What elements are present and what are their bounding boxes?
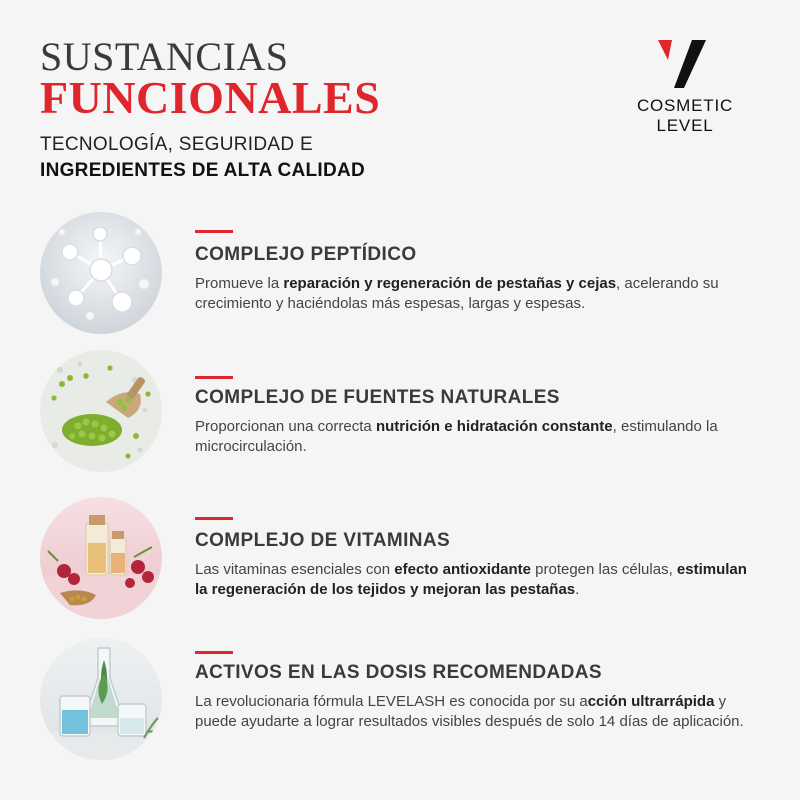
ingredient-item-natural [0, 350, 800, 480]
description-bold-segment: reparación y regeneración de pestañas y cejas [283, 275, 617, 292]
accent-line [195, 517, 233, 520]
description-segment: . [575, 581, 580, 598]
title-line-2: FUNCIONALES [40, 72, 381, 123]
green-peas-scoop-image [40, 350, 162, 472]
description-segment: protegen las células, [530, 561, 677, 578]
ingredient-item-peptide [0, 212, 800, 342]
item-description [195, 560, 755, 600]
description-bold-segment: cción ultrarrápida [587, 693, 715, 710]
header [40, 34, 381, 182]
description-segment: Las vitaminas esenciales con [195, 561, 395, 578]
accent-line [195, 376, 233, 379]
description-segment: Promueve la [195, 275, 284, 292]
subtitle-line-1: TECNOLOGÍA, SEGURIDAD E [40, 134, 313, 155]
item-description [195, 274, 755, 314]
brand-logo [610, 38, 770, 135]
ingredient-item-actives [0, 638, 800, 768]
description-segment: Proporcionan una correcta [195, 418, 376, 435]
item-title: ACTIVOS EN LAS DOSIS RECOMENDADAS [195, 662, 602, 683]
description-bold-segment: estimulan la regeneración de los tejidos y mejoran las pestañas [195, 561, 747, 598]
molecule-image [40, 212, 162, 334]
v-mark-logo-icon [658, 38, 710, 90]
oil-bottles-berries-image [40, 497, 162, 619]
item-description [195, 692, 755, 732]
description-segment: La revolucionaria fórmula LEVELASH es conocida por su a [195, 693, 588, 710]
description-segment: , estimulando la microcirculación. [195, 418, 718, 455]
description-bold-segment: nutrición e hidratación constante [375, 418, 613, 435]
item-title: COMPLEJO PEPTÍDICO [195, 244, 417, 265]
ingredient-item-vitamins [0, 497, 800, 627]
description-segment: y puede ayudarte a lograr resultados visibles después de solo 14 días de aplicación. [195, 693, 744, 730]
accent-line [195, 230, 233, 233]
description-segment: , acelerando su crecimiento y haciéndolas más espesas, largas y espesas. [195, 275, 719, 312]
brand-name: COSMETIC LEVEL [636, 96, 734, 135]
lab-glassware-image [40, 638, 162, 760]
subtitle-line-2: INGREDIENTES DE ALTA CALIDAD [40, 160, 366, 181]
description-bold-segment: efecto antioxidante [394, 561, 531, 578]
accent-line [195, 651, 233, 654]
title-line-1: SUSTANCIAS [40, 34, 289, 79]
item-title: COMPLEJO DE VITAMINAS [195, 530, 451, 551]
item-description [195, 417, 755, 457]
item-title: COMPLEJO DE FUENTES NATURALES [195, 387, 560, 408]
